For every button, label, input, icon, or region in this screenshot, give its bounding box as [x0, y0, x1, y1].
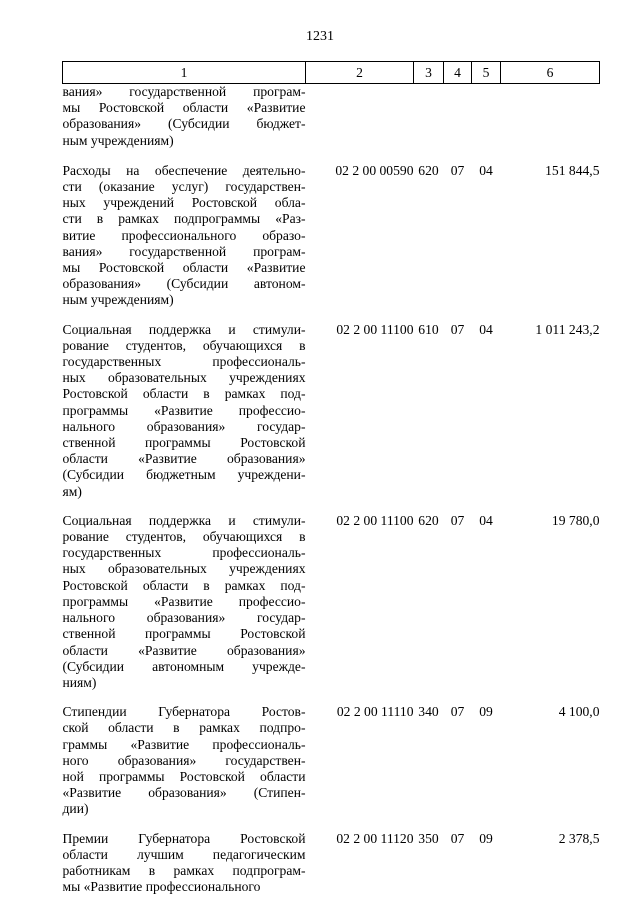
description-line: дии) [62, 801, 89, 817]
description-line: Ростовской области в рамках под- [62, 386, 306, 402]
description-line: Премии Губернатора Ростовской [62, 830, 306, 846]
description-line: области «Развитие образования» [62, 642, 306, 658]
description-line: нального образования» государ- [62, 610, 306, 626]
row-amount: 19 780,0 [551, 512, 600, 528]
row-col-5: 04 [479, 162, 493, 178]
header-col-6: 6 [501, 62, 600, 84]
description-line: рование студентов, обучающихся в [62, 337, 306, 353]
header-col-1: 1 [63, 62, 306, 84]
header-col-5: 5 [472, 62, 501, 84]
row-col-3 [414, 84, 444, 163]
description-line: вания» государственной програм- [62, 243, 306, 259]
row-code: 02 2 00 11100 [336, 512, 414, 528]
description-line: вания» государственной програм- [62, 84, 306, 99]
row-col-4: 07 [450, 704, 465, 720]
row-col-5: 09 [479, 704, 493, 720]
description-line: Стипендии Губернатора Ростов- [62, 704, 306, 720]
description-line: Ростовской области в рамках под- [62, 577, 306, 593]
description-line: программы «Развитие профессио- [62, 402, 306, 418]
description-line: ной программы Ростовской области [62, 768, 306, 784]
table-row [63, 322, 600, 513]
description-line: (Субсидии автономным учрежде- [62, 658, 306, 674]
row-description [63, 322, 306, 513]
description-line: государственных профессиональ- [62, 545, 306, 561]
row-amount: 1 011 243,2 [535, 321, 600, 337]
description-line: ской области в рамках подпро- [62, 720, 306, 736]
table-row [63, 163, 600, 322]
page-number: 1231 [306, 29, 334, 44]
row-description [63, 831, 306, 896]
row-code: 02 2 00 11100 [336, 321, 414, 337]
description-line: Социальная поддержка и стимули- [62, 512, 306, 528]
description-line: ным учреждениям) [62, 132, 174, 148]
row-col-5: 04 [479, 512, 493, 528]
description-line: мы «Развитие профессионального [62, 879, 261, 895]
table-row [63, 513, 600, 704]
header-col-2: 2 [306, 62, 414, 84]
row-col-3: 620 [418, 162, 439, 178]
description-line: сти в рамках подпрограммы «Раз- [62, 211, 306, 227]
description-line: области лучшим педагогическим [62, 846, 306, 862]
description-line: ям) [62, 483, 82, 499]
description-line: ных образовательных учреждениях [62, 370, 306, 386]
description-line: рование студентов, обучающихся в [62, 529, 306, 545]
description-line: образования» (Субсидии бюджет- [62, 116, 306, 132]
table-row [63, 831, 600, 896]
header-col-4: 4 [444, 62, 472, 84]
description-line: ным учреждениям) [62, 292, 174, 308]
table-row [63, 84, 600, 163]
row-code: 02 2 00 11120 [336, 830, 414, 846]
row-description [63, 704, 306, 830]
row-col-5 [472, 84, 501, 163]
description-line: образования» (Субсидии автоном- [62, 276, 306, 292]
row-col-3: 610 [418, 321, 439, 337]
row-code: 02 2 00 11110 [336, 704, 414, 720]
table-row [63, 704, 600, 830]
row-code: 02 2 00 00590 [335, 162, 414, 178]
row-col-4: 07 [450, 321, 465, 337]
row-col-5: 04 [479, 321, 493, 337]
header-row [63, 62, 600, 84]
description-line: ного образования» государствен- [62, 752, 306, 768]
row-col-5: 09 [479, 830, 493, 846]
description-line: «Развитие образования» (Стипен- [62, 785, 306, 801]
description-line: ных учреждений Ростовской обла- [62, 195, 306, 211]
row-col-3: 350 [418, 830, 439, 846]
row-col-4 [444, 84, 472, 163]
description-line: области «Развитие образования» [62, 451, 306, 467]
description-line: мы Ростовской области «Развитие [62, 100, 306, 116]
row-amount: 151 844,5 [545, 162, 600, 178]
description-line: сти (оказание услуг) государствен- [62, 179, 306, 195]
row-col-4: 07 [450, 512, 465, 528]
row-amount: 4 100,0 [558, 704, 600, 720]
description-line: Расходы на обеспечение деятельно- [62, 162, 306, 178]
row-col-3: 620 [418, 512, 439, 528]
budget-table [62, 61, 600, 895]
row-description [63, 163, 306, 322]
description-line: ственной программы Ростовской [62, 626, 306, 642]
description-line: Социальная поддержка и стимули- [62, 321, 306, 337]
row-col-4: 07 [450, 830, 465, 846]
description-line: работникам в рамках подпрограм- [62, 862, 306, 878]
description-line: программы «Развитие профессио- [62, 593, 306, 609]
header-col-3: 3 [414, 62, 444, 84]
row-amount: 2 378,5 [558, 830, 600, 846]
description-line: граммы «Развитие профессиональ- [62, 736, 306, 752]
description-line: мы Ростовской области «Развитие [62, 260, 306, 276]
description-line: витие профессионального образо- [62, 227, 306, 243]
row-col-4: 07 [450, 162, 465, 178]
description-line: ственной программы Ростовской [62, 435, 306, 451]
description-line: нального образования» государ- [62, 418, 306, 434]
row-code [306, 84, 414, 163]
description-line: ниям) [62, 674, 97, 690]
row-description [63, 513, 306, 704]
description-line: государственных профессиональ- [62, 354, 306, 370]
row-col-3: 340 [418, 704, 439, 720]
row-description [63, 84, 306, 163]
description-line: (Субсидии бюджетным учреждени- [62, 467, 306, 483]
description-line: ных образовательных учреждениях [62, 561, 306, 577]
row-amount [501, 84, 600, 163]
